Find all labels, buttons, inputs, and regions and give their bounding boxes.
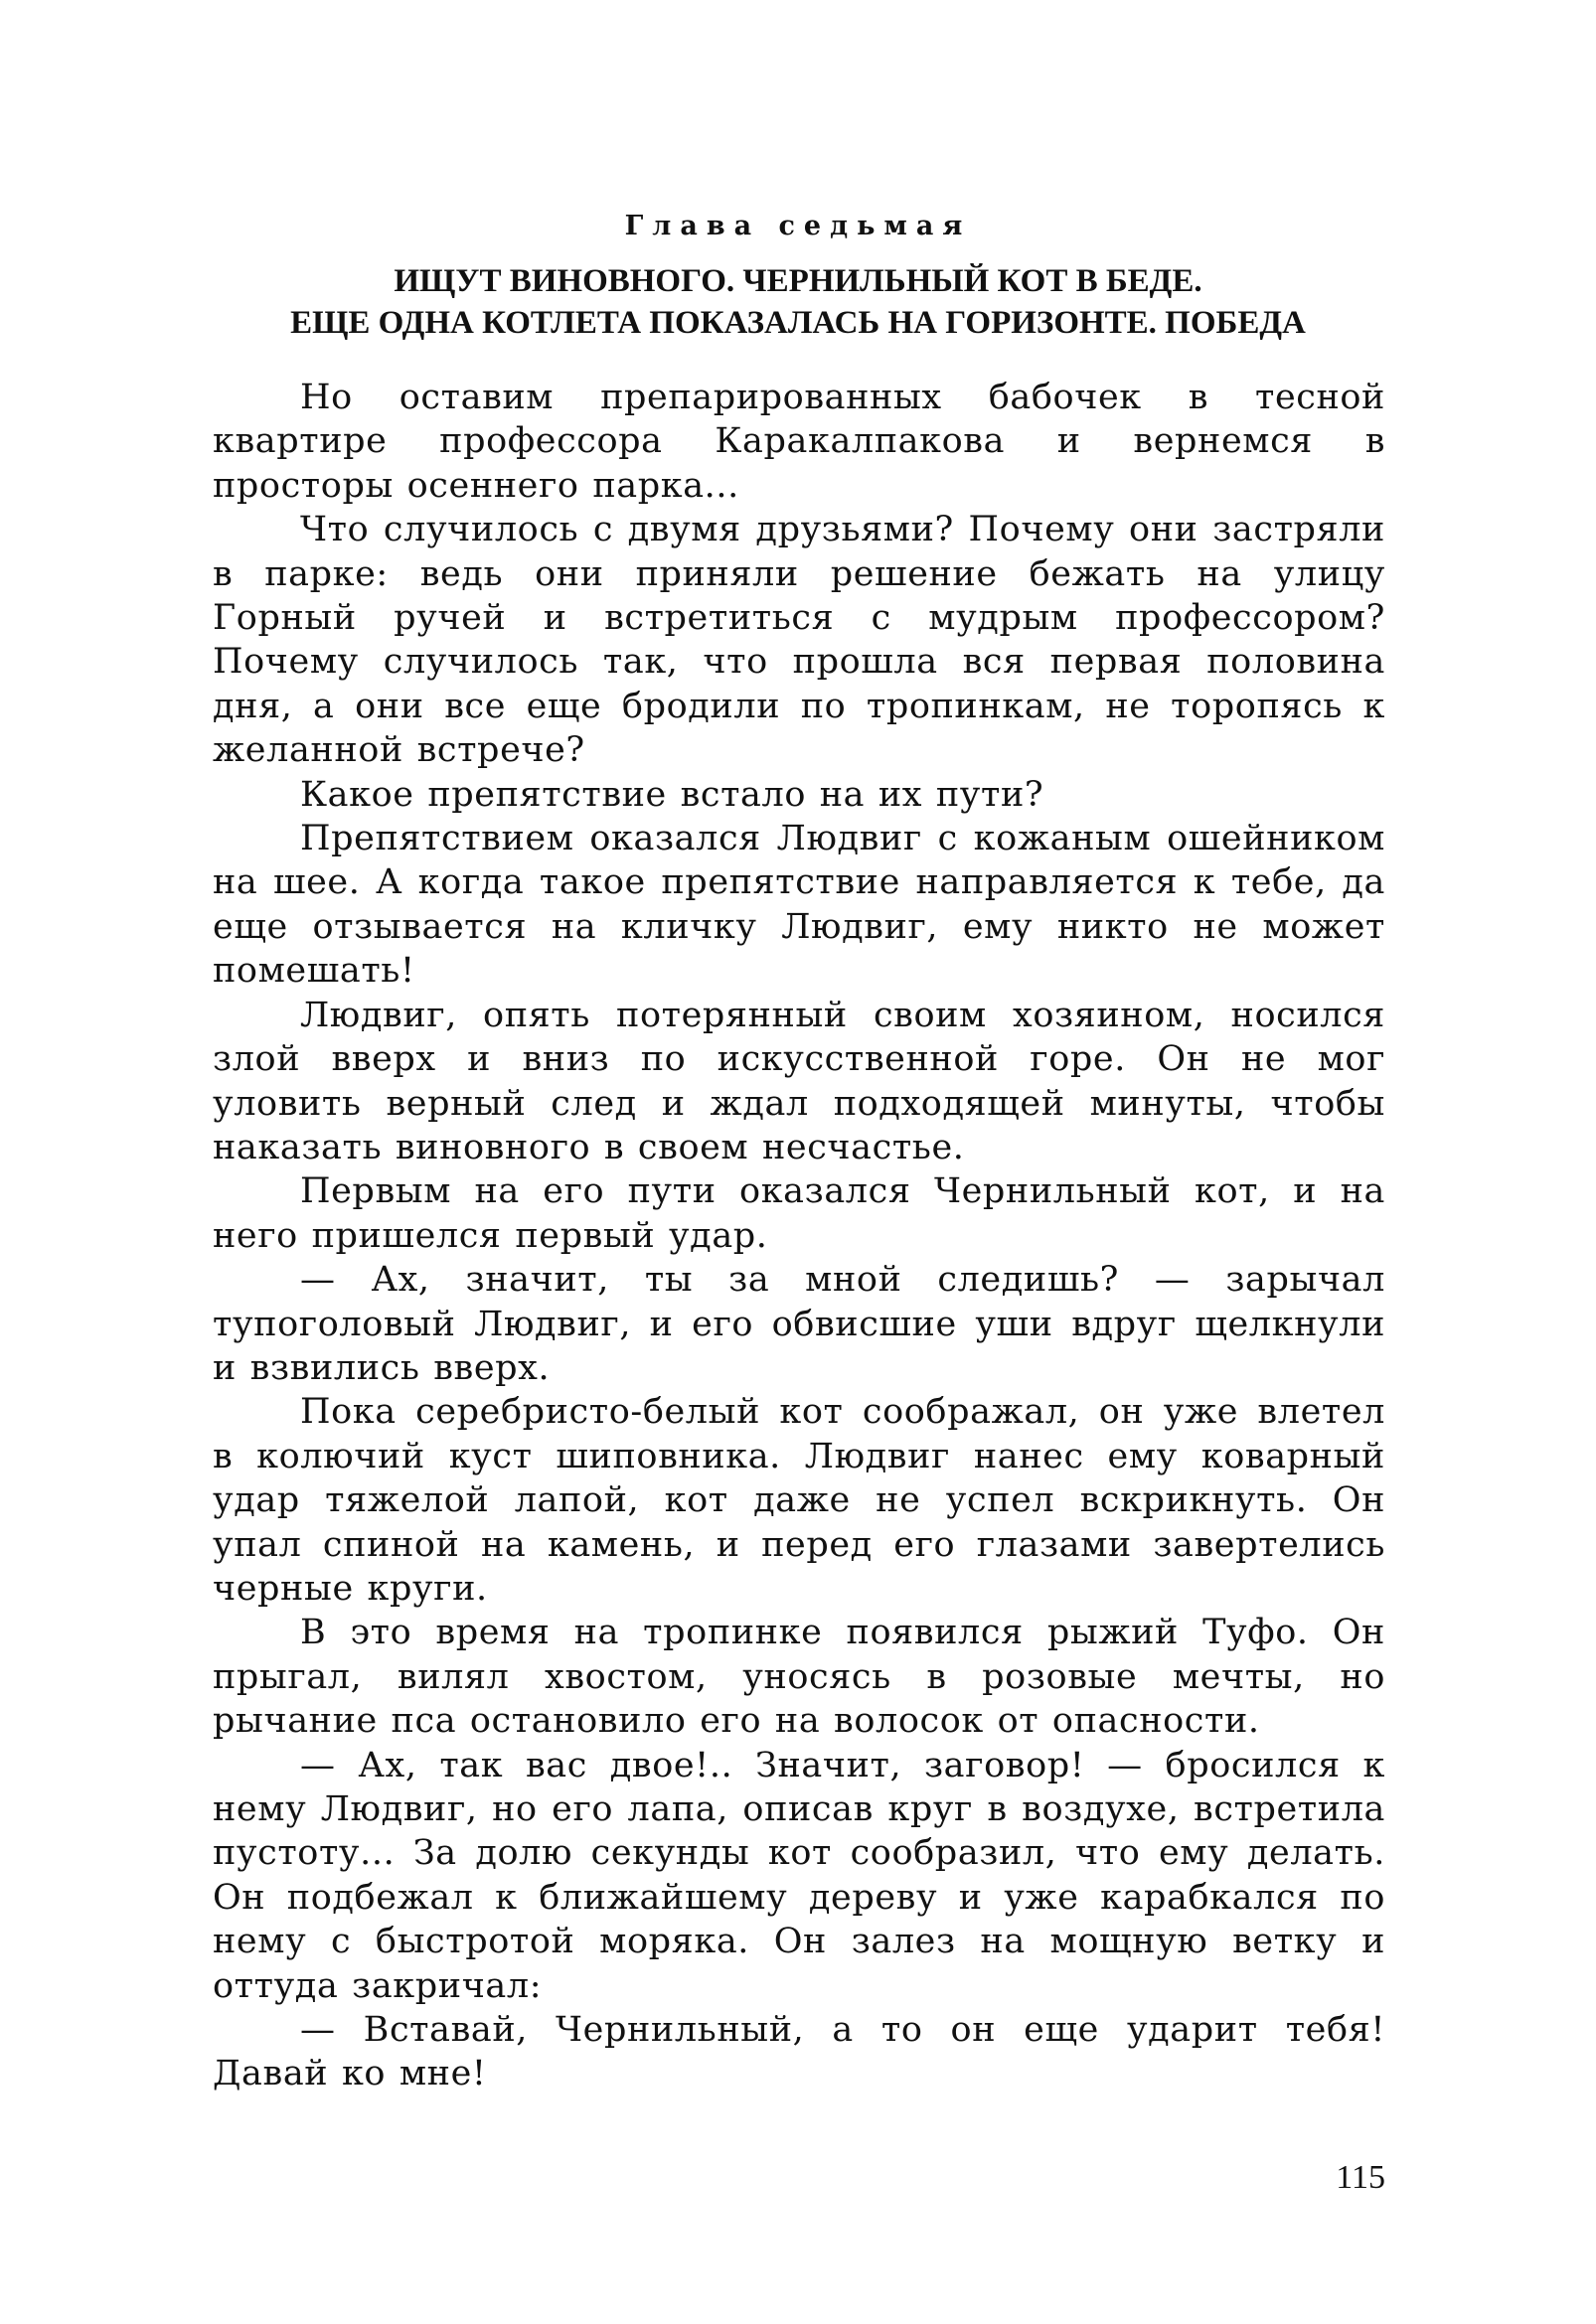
paragraph: — Вставай, Чернильный, а то он еще ударит тебя! Давай ко мне! xyxy=(213,2010,1385,2094)
paragraph: Пока серебристо-белый кот соображал, он уже влетел в колючий куст шиповника. Людвиг нанес ему коварный удар тяжелой лапой, кот даже не успел вскрикнуть. Он упал спиной на камень, и перед его глазами завертелись черные круги. xyxy=(213,1392,1385,1609)
chapter-title-line: ИЩУТ ВИНОВНОГО. ЧЕРНИЛЬНЫЙ КОТ В БЕДЕ. xyxy=(394,263,1202,299)
paragraph: Первым на его пути оказался Чернильный кот, и на него пришелся первый удар. xyxy=(213,1171,1385,1256)
chapter-title xyxy=(199,260,1397,344)
paragraph: — Ах, значит, ты за мной следишь? — зарычал тупоголовый Людвиг, и его обвисшие уши вдруг щелкнули и взвились вверх. xyxy=(213,1260,1385,1388)
chapter-title-line: ЕЩЕ ОДНА КОТЛЕТА ПОКАЗАЛАСЬ НА ГОРИЗОНТЕ. ПОБЕДА xyxy=(290,305,1306,341)
body-text xyxy=(213,376,1385,2096)
paragraph: Что случилось с двумя друзьями? Почему они застряли в парке: ведь они приняли решение бежать на улицу Горный ручей и встретиться с мудрым профессором? Почему случилось так, что прошла вся первая половина дня, а они все еще бродили по тропинкам, не торопясь к желанной встрече? xyxy=(213,510,1385,771)
paragraph: В это время на тропинке появился рыжий Туфо. Он прыгал, вилял хвостом, уносясь в розовые мечты, но рычание пса остановило его на волосок от опасности. xyxy=(213,1613,1385,1742)
chapter-label: Глава седьмая xyxy=(624,211,972,241)
paragraph: Людвиг, опять потерянный своим хозяином, носился злой вверх и вниз по искусственной горе. Он не мог уловить верный след и ждал подходящей минуты, чтобы наказать виновного в своем несчастье. xyxy=(213,995,1385,1167)
paragraph: Какое препятствие встало на их пути? xyxy=(300,774,1044,815)
paragraph: Но оставим препарированных бабочек в тесной квартире профессора Каракалпакова и вернемся в просторы осеннего парка... xyxy=(213,378,1385,506)
paragraph: — Ах, так вас двое!.. Значит, заговор! — бросился к нему Людвиг, но его лапа, описав круг в воздухе, встретила пустоту... За долю секунды кот сообразил, что ему делать. Он подбежал к ближайшему дереву и уже карабкался по нему с быстротой моряка. Он залез на мощную ветку и оттуда закричал: xyxy=(213,1745,1385,2006)
page-number: 115 xyxy=(1336,2159,1385,2196)
paragraph: Препятствием оказался Людвиг с кожаным ошейником на шее. А когда такое препятствие направляется к тебе, да еще отзывается на кличку Людвиг, ему никто не может помешать! xyxy=(213,819,1385,992)
